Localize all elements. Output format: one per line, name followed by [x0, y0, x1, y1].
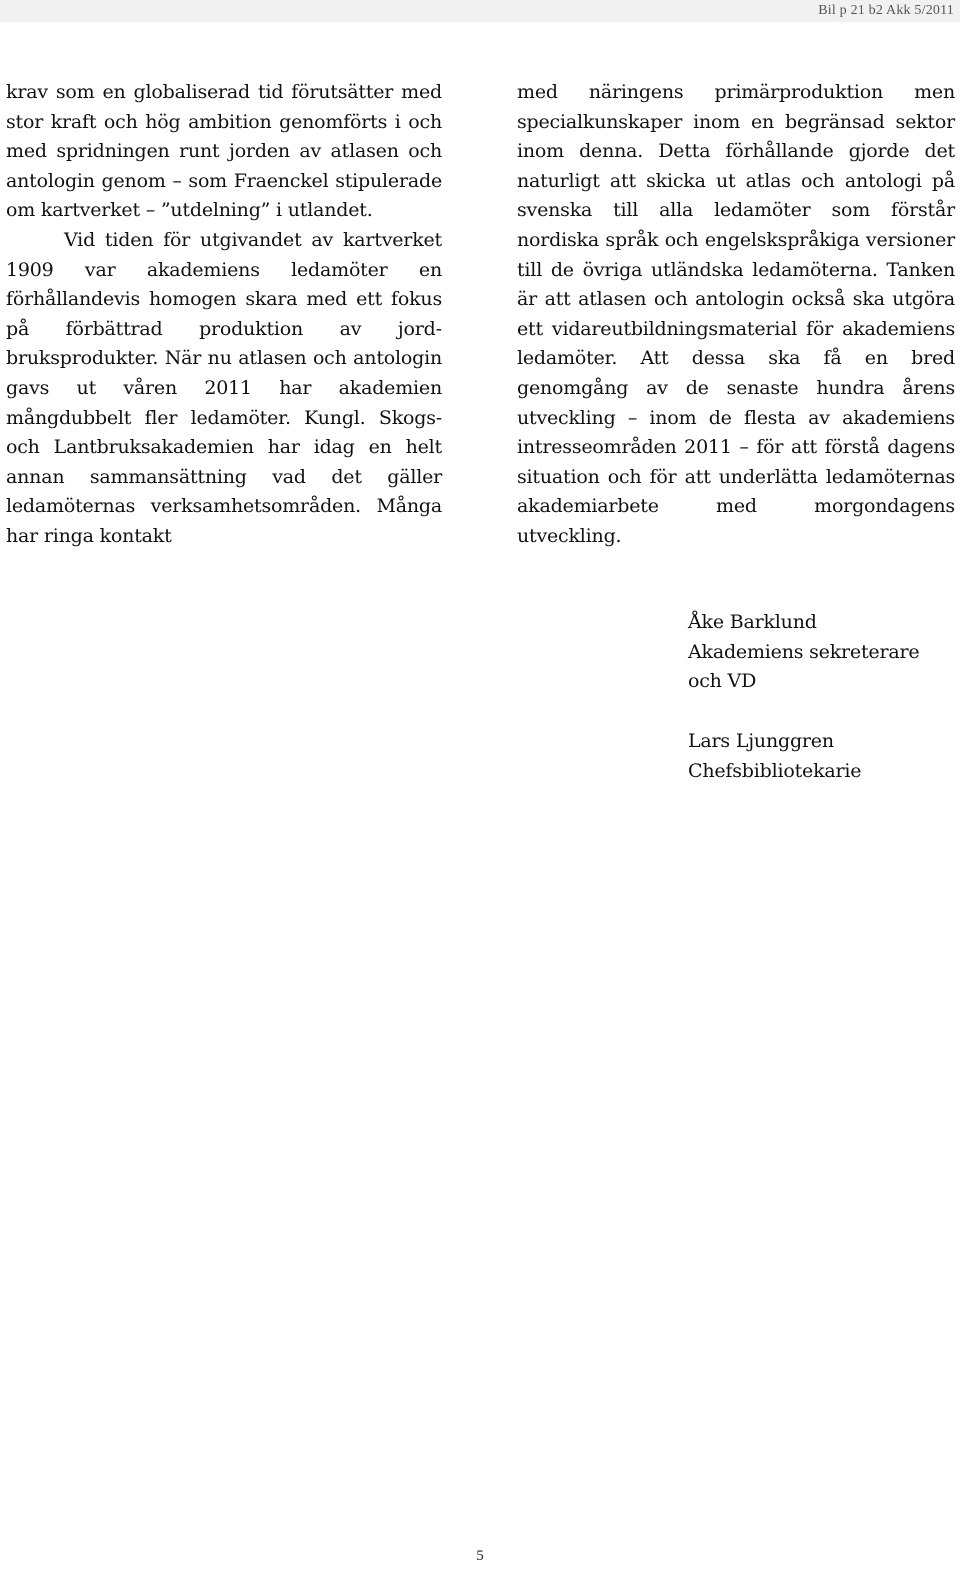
left-paragraph-2: Vid tiden för utgivandet av kartverket 1909 var akademiens ledamöter en förhållandevis homogen skara med ett fokus på förbättrad produktion av jordbruksprodukter. När nu atlasen och antologin gavs ut våren 2011 har akademien mångdubbelt fler ledamöter. Kungl. Skogs- och Lantbruksakademien har idag en helt annan sammansättning vad det gäller ledamöternas verksamhetsområden. Många har ringa kontakt — [6, 228, 442, 547]
header-document-reference: Bil p 21 b2 Akk 5/2011 — [818, 3, 954, 18]
page-header — [0, 0, 960, 22]
right-text-column — [517, 78, 955, 552]
right-paragraph-1: med näringens primärproduktion men specialkunskaper inom en begränsad sektor inom denna. Detta förhållande gjorde det naturligt att skicka ut atlas och antologi på svenska till alla ledamöter som förstår nordiska språk och engelskspråkiga versioner till de övriga utländska ledamöterna. Tanken är att atlasen och antologin också ska utgöra ett vidareutbildningsmaterial för akademiens ledamöter. Att dessa ska få en bred genomgång av de senaste hundra årens utveckling – inom de flesta av akademiens intresseområden 2011 – för att förstå dagens situation och för att underlätta ledamöternas akademiarbete med morgondagens utveckling. — [517, 81, 955, 547]
signature-name: Åke Barklund — [688, 611, 817, 633]
signature-block-librarian — [688, 727, 948, 786]
signature-title-continued: och VD — [688, 670, 757, 693]
signature-title: Akademiens sekreterare — [688, 640, 920, 663]
signature-block-secretary — [688, 608, 948, 697]
signature-title: Chefsbibliotekarie — [688, 759, 862, 782]
left-text-column — [6, 78, 442, 552]
left-paragraph-1: krav som en globaliserad tid förutsätter med stor kraft och hög ambition genomförts i och med spridningen runt jorden av atlasen och antologin genom – som Fraenckel stipulerade om kartverket – ”utdelning” i utlandet. — [6, 81, 442, 222]
signature-name: Lars Ljunggren — [688, 730, 834, 752]
page-number: 5 — [476, 1548, 484, 1564]
